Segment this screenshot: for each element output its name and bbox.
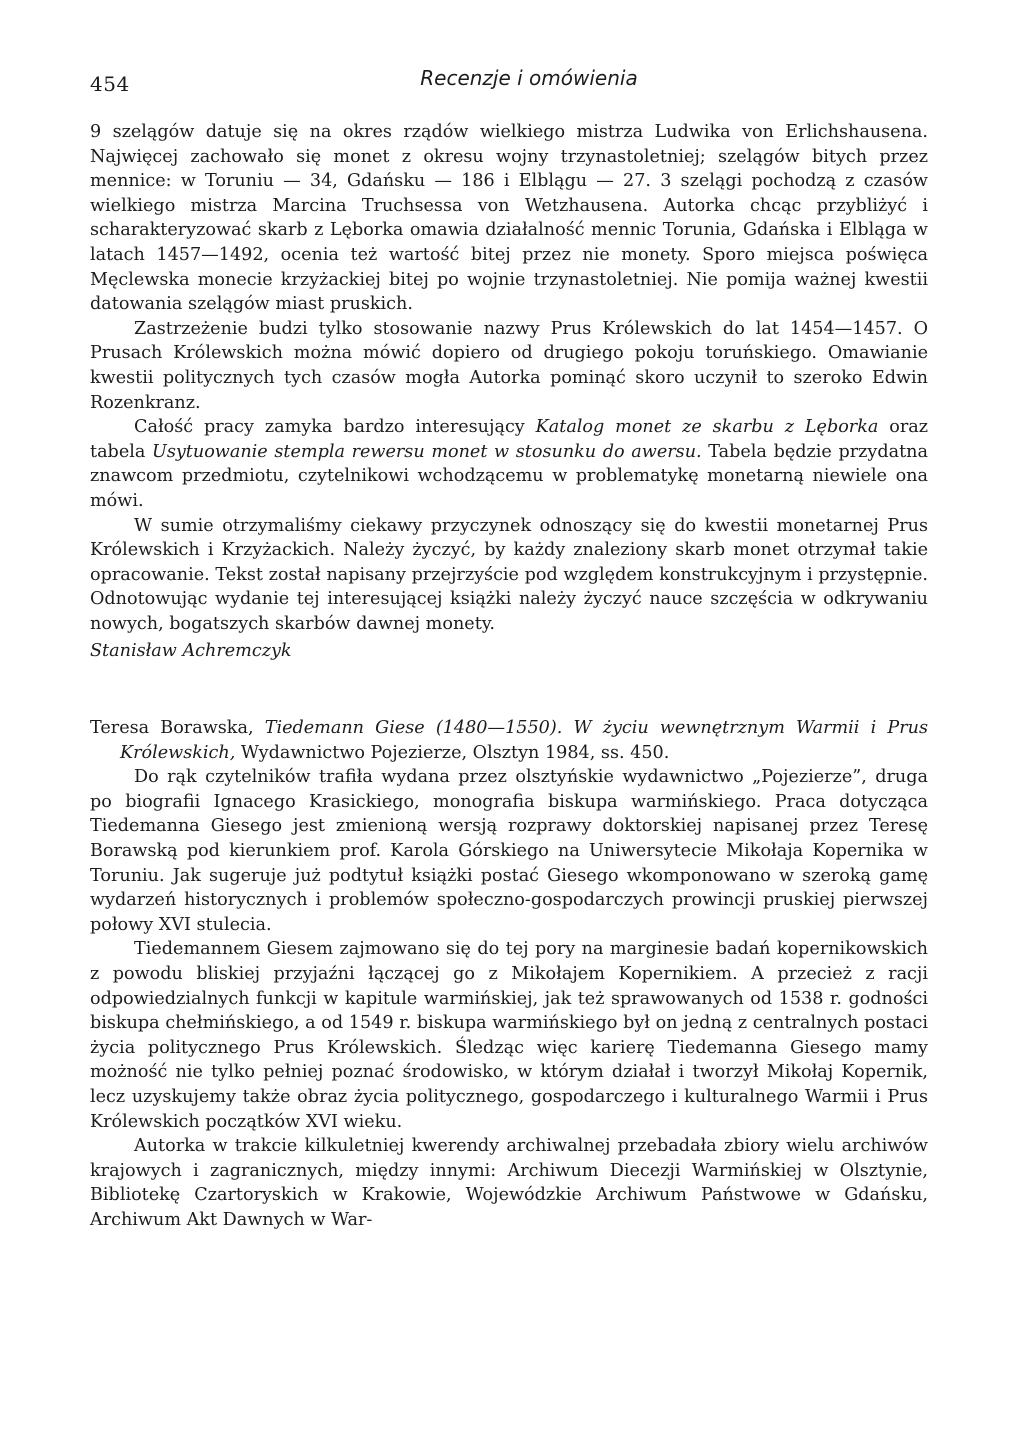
text-run: Całość pracy zamyka bardzo interesujący xyxy=(134,417,536,438)
review-borawska xyxy=(90,716,928,1232)
paragraph: Tiedemannem Giesem zajmowano się do tej pory na marginesie badań kopernikowskich z powodu bliskiej przyjaźni łączącej go z Mikołajem Kopernikiem. A przecież z racji odpowiedzialnych funkcji w kapitule warmińskiej, jak też sprawowanych od 1538 r. godności biskupa chełmińskiego, a od 1549 r. biskupa warmińskiego był on jedną z centralnych postaci życia politycznego Prus Królewskich. Śledząc więc karierę Tiedemanna Giesego mamy możność nie tylko pełniej poznać środowisko, w którym działał i tworzył Mikołaj Kopernik, lecz uzyskujemy także obraz życia politycznego, gospodarczego i kulturalnego Warmii i Prus Królewskich początków XVI wieku. xyxy=(90,939,928,1132)
book-title: Tiedemann Giese (1480—1550). W życiu wewnętrznym Warmii i Prus Królewskich, xyxy=(120,718,928,763)
catalog-title: Katalog monet ze skarbu z Lęborka xyxy=(535,417,879,438)
paragraph: W sumie otrzymaliśmy ciekawy przyczynek odnoszący się do kwestii monetarnej Prus Królewskich i Krzyżackich. Należy życzyć, by każdy znaleziony skarb monet otrzymał takie opracowanie. Tekst został napisany przejrzyście pod względem konstrukcyjnym i przystępnie. Odnotowując wydanie tej interesującej książki należy życzyć nauce szczęścia w odkrywaniu nowych, bogatszych skarbów dawnej monety. xyxy=(90,515,928,634)
paragraph: 9 szelągów datuje się na okres rządów wielkiego mistrza Ludwika von Erlichshausena. Najwięcej zachowało się monet z okresu wojny trzynastoletniej; szelągów bitych przez mennice: w Toruniu — 34, Gdańsku — 186 i Elblągu — 27. 3 szelągi pochodzą z czasów wielkiego mistrza Marcina Truchsessa von Wetzhausena. Autorka chcąc przybliżyć i scharakteryzować skarb z Lęborka omawia działalność mennic Torunia, Gdańska i Elbląga w latach 1457—1492, ocenia też wartość bitej przez nie monety. Sporo miejsca poświęca Męclewska monecie krzyżackiej bitej po wojnie trzynastoletniej. Nie pomija ważnej kwestii datowania szelągów miast pruskich. xyxy=(90,122,928,315)
bibliographic-entry xyxy=(90,716,928,765)
page-number: 454 xyxy=(90,72,130,96)
paragraph: Autorka w trakcie kilkuletniej kwerendy archiwalnej przebadała zbiory wielu archiwów krajowych i zagranicznych, między innymi: Archiwum Diecezji Warmińskiej w Olsztynie, Bibliotekę Czartoryskich w Krakowie, Wojewódzkie Archiwum Państwowe w Gdańsku, Archiwum Akt Dawnych w War- xyxy=(90,1136,928,1230)
book-author: Teresa Borawska, xyxy=(90,718,265,739)
text-run: Tabela będzie przydatna znawcom przedmiotu, czytelnikowi wchodzącemu w problematykę monetarną niewiele ona mówi. xyxy=(90,441,928,511)
page-header xyxy=(90,60,928,108)
paragraph xyxy=(90,415,928,513)
table-title: Usytuowanie stempla rewersu monet w stosunku do awersu. xyxy=(152,441,702,462)
running-title: Recenzje i omówienia xyxy=(420,66,638,90)
page xyxy=(90,60,928,1233)
text-run: oraz tabela xyxy=(90,417,928,462)
paragraph: Do rąk czytelników trafiła wydana przez olsztyńskie wydawnictwo „Pojezierze”, druga po biografii Ignacego Krasickiego, monografia biskupa warmińskiego. Praca dotycząca Tiedemanna Giesego jest zmienioną wersją rozprawy doktorskiej napisanej przez Teresę Borawską pod kierunkiem prof. Karola Górskiego na Uniwersytecie Mikołaja Kopernika w Toruniu. Jak sugeruje już podtytuł książki postać Giesego wkomponowano w szeroką gamę wydarzeń historycznych i problemów społeczno-gospodarczych prowincji pruskiej pierwszej połowy XVI stulecia. xyxy=(90,767,928,935)
review-continuation xyxy=(90,120,928,664)
book-publication: Wydawnictwo Pojezierze, Olsztyn 1984, ss. 450. xyxy=(235,742,670,763)
paragraph: Zastrzeżenie budzi tylko stosowanie nazwy Prus Królewskich do lat 1454—1457. O Prusach Królewskich można mówić dopiero od drugiego pokoju toruńskiego. Omawianie kwestii politycznych tych czasów mogła Autorka pominąć skoro uczynił to szeroko Edwin Rozenkranz. xyxy=(90,318,928,413)
reviewer-signature: Stanisław Achremczyk xyxy=(90,641,292,662)
